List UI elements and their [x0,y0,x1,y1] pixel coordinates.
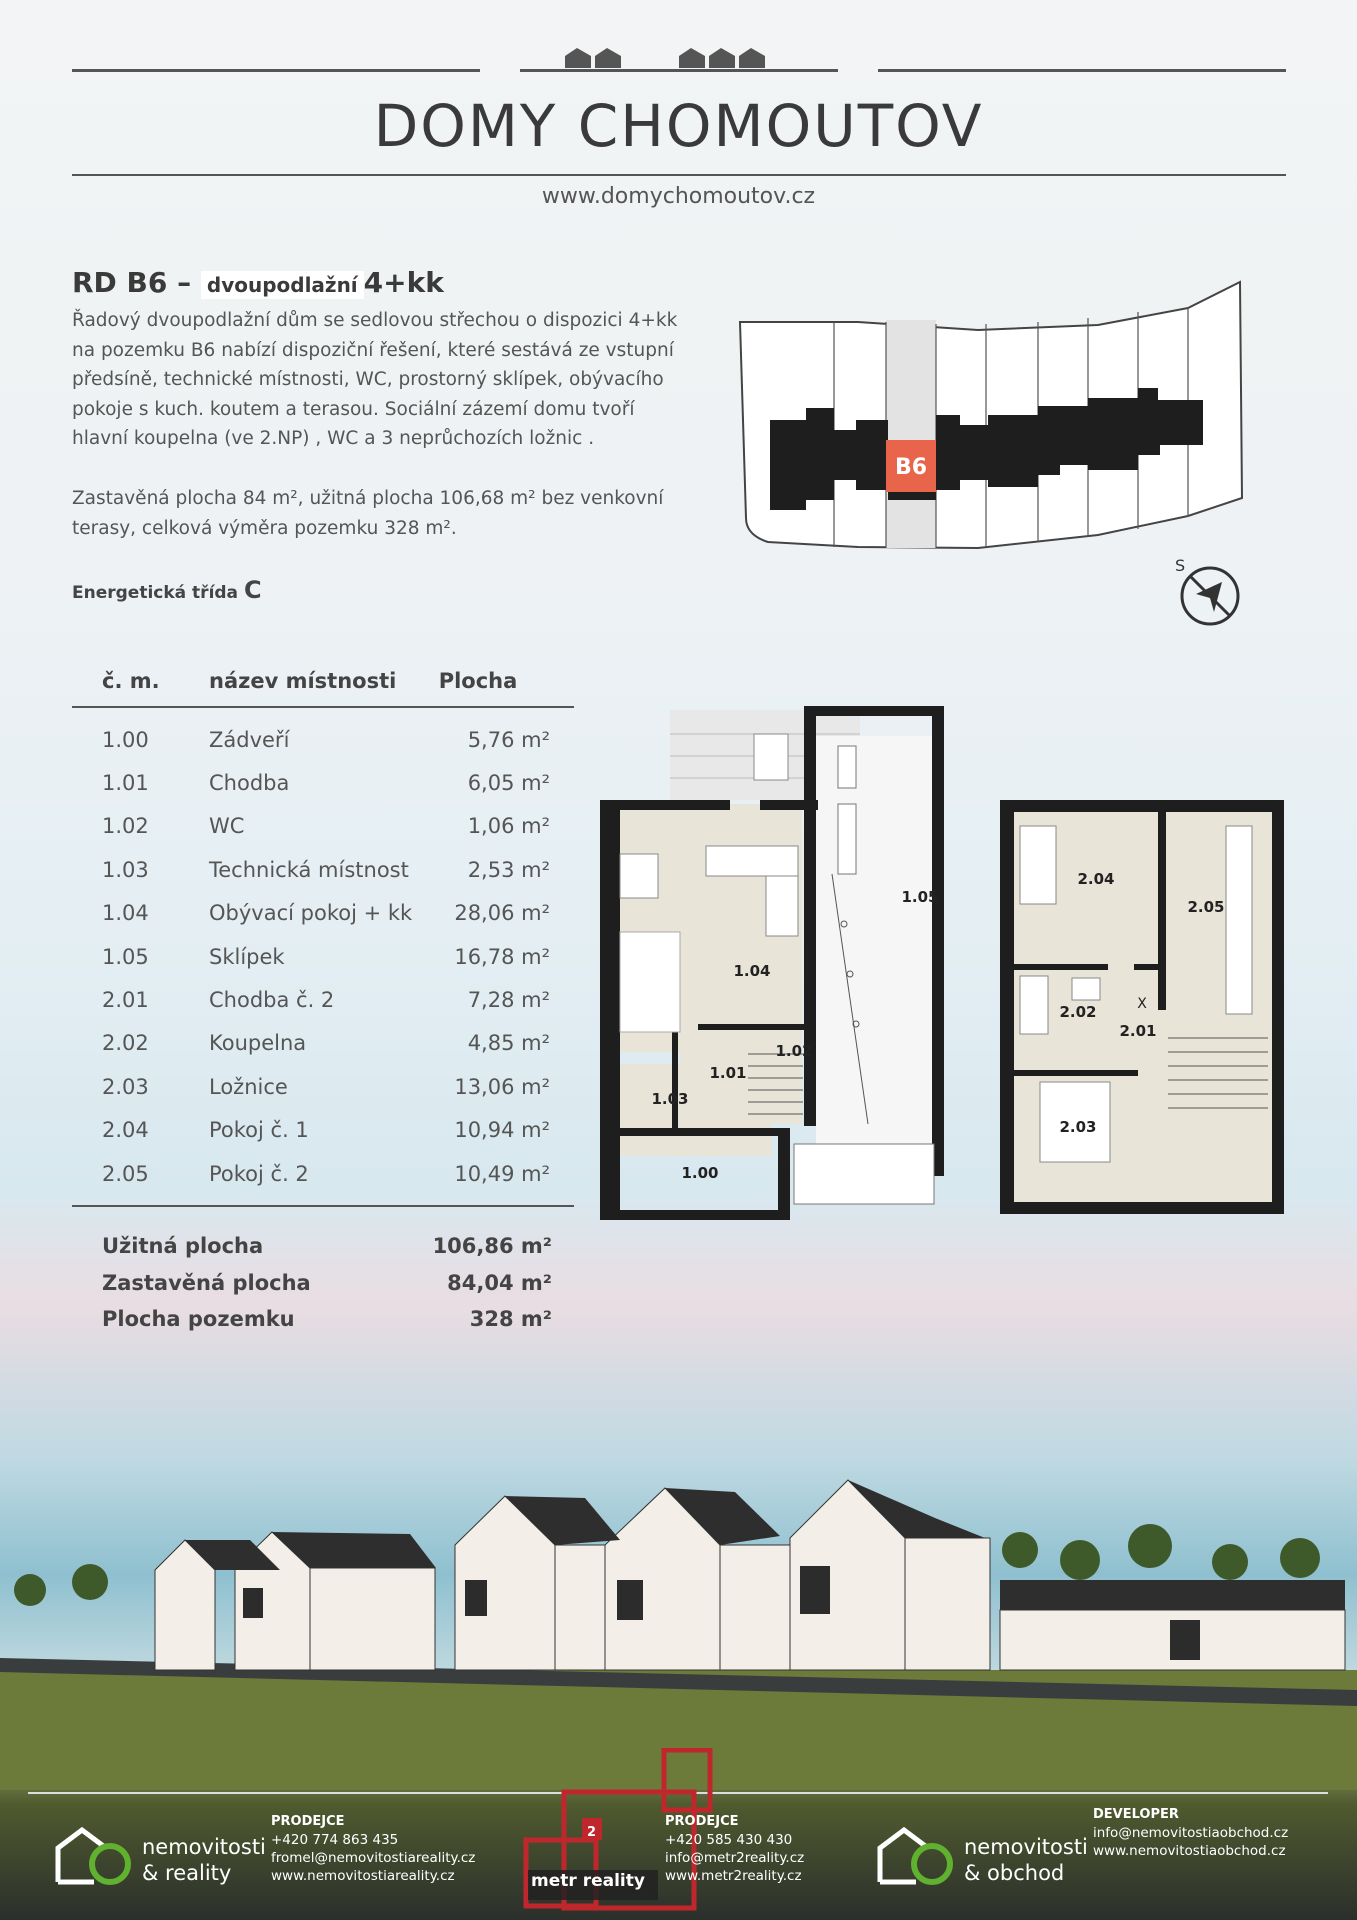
contact-web[interactable]: www.metr2reality.cz [665,1868,802,1884]
room-name: Chodba č. 2 [209,988,335,1013]
total-value: 106,86 m² [432,1234,552,1258]
room-row [72,1065,574,1108]
houses-logo-icon [565,46,785,72]
page-title: DOMY CHOMOUTOV [373,92,984,160]
ground-floor-plan [598,704,974,1220]
house-areas-text: Zastavěná plocha 84 m², užitná plocha 106,68 m² bez venkovní terasy, celková výměra pozemku 328 m². [72,488,664,539]
room-number: 2.03 [102,1074,149,1099]
stair-mark: X [1137,996,1147,1012]
developer-contact [1093,1806,1288,1860]
room-row [72,848,574,891]
contact-heading: PRODEJCE [271,1814,345,1829]
col-number: č. m. [72,656,209,707]
house-heading [72,266,444,299]
house-layout: 4+kk [363,266,444,299]
room-name: Chodba [209,771,290,796]
logo-part: reality [582,1871,645,1891]
room-area: 13,06 m² [454,1074,550,1099]
room-201-label: 2.01 [1119,1022,1157,1040]
metr2-number: 2 [587,1825,597,1840]
room-row [72,978,574,1021]
logo-line: nemovitosti [964,1835,1088,1859]
room-area: 6,05 m² [467,771,550,796]
compass-icon [1178,564,1242,628]
nemovitosti-obchod-logo-icon [876,1826,956,1886]
room-row [72,761,574,804]
rooms-table-header [72,656,574,707]
website-link[interactable]: www.domychomoutov.cz [541,184,816,209]
room-name: Obývací pokoj + kk [209,901,413,926]
room-area: 1,06 m² [467,814,550,839]
room-number: 2.04 [102,1118,149,1143]
col-area: Plocha [439,656,574,707]
header-rule-right [878,69,1286,72]
developer-logo-text [964,1834,1088,1886]
seller1-logo-text [142,1834,266,1886]
contact-phone[interactable]: +420 585 430 430 [665,1832,793,1848]
plot-b6-label: B6 [894,455,928,480]
room-102-label: 1.02 [775,1042,813,1060]
room-103-label: 1.03 [651,1090,689,1108]
header-rule-left [72,69,480,72]
house-tag: dvoupodlažní [201,271,364,299]
room-number: 2.01 [102,988,149,1013]
room-row [72,1022,574,1065]
room-205-label: 2.05 [1187,898,1225,916]
energy-label: Energetická třída [72,583,239,603]
house-code: RD B6 – [72,266,192,299]
energy-class [72,576,262,604]
contact-heading: PRODEJCE [665,1814,739,1829]
room-row [72,1109,574,1152]
total-usable [102,1234,552,1271]
room-area: 10,49 m² [439,1152,574,1206]
total-label: Užitná plocha [102,1234,264,1258]
room-name: WC [209,814,245,839]
total-plot [102,1307,552,1344]
contact-heading: DEVELOPER [1093,1807,1179,1822]
room-name: Pokoj č. 1 [209,1118,309,1143]
room-name: Zádveří [209,727,290,752]
room-area: 7,28 m² [467,988,550,1013]
total-value: 328 m² [469,1307,552,1331]
room-name: Ložnice [209,1074,288,1099]
room-name: Pokoj č. 2 [209,1152,439,1206]
energy-class-value: C [243,576,262,604]
room-area: 16,78 m² [454,944,550,969]
upper-floor-plan [998,798,1288,1216]
contact-web[interactable]: www.nemovitostiareality.cz [271,1868,455,1884]
area-totals [102,1234,552,1344]
room-row [72,1152,574,1206]
room-area: 28,06 m² [454,901,550,926]
houses-render [0,1470,1357,1790]
room-202-label: 2.02 [1059,1003,1097,1021]
room-204-label: 2.04 [1077,870,1115,888]
room-number: 1.05 [102,944,149,969]
room-area: 10,94 m² [454,1118,550,1143]
col-name: název místnosti [209,656,439,707]
room-number: 2.02 [102,1031,149,1056]
room-203-label: 2.03 [1059,1118,1097,1136]
room-number: 1.04 [102,901,149,926]
total-value: 84,04 m² [447,1270,552,1295]
total-label: Zastavěná plocha [102,1270,311,1295]
room-number: 1.01 [102,771,149,796]
house-description: Řadový dvoupodlažní dům se sedlovou střechou o dispozici 4+kk na pozemku B6 nabízí dispoziční řešení, které sestává ze vstupní předsíně, technické místnosti, WC, prostorný sklípek, obývacího pokoje s kuch. koutem a terasou. Sociální zázemí domu tvoří hlavní koupelna (ve 2.NP) , WC a 3 neprůchozích ložnic . [72,310,678,449]
room-104-label: 1.04 [733,962,771,980]
seller1-contact [271,1813,475,1885]
room-area: 5,76 m² [467,727,550,752]
logo-line: & obchod [964,1861,1065,1885]
contact-web[interactable]: www.nemovitostiaobchod.cz [1093,1843,1286,1859]
room-name: Technická místnost [209,857,409,882]
contact-email[interactable]: info@metr2reality.cz [665,1850,805,1866]
room-105-label: 1.05 [901,888,939,906]
site-plan [738,280,1248,555]
metr2-wordmark [531,1868,645,1894]
nemovitosti-reality-logo-icon [54,1826,134,1886]
room-number: 2.05 [72,1152,209,1206]
room-number: 1.03 [102,857,149,882]
logo-part: metr [531,1871,577,1891]
room-number: 1.00 [102,727,149,752]
room-name: Sklípek [209,944,285,969]
room-name: Koupelna [209,1031,307,1056]
room-area: 4,85 m² [467,1031,550,1056]
room-100-label: 1.00 [681,1164,719,1182]
total-label: Plocha pozemku [102,1307,295,1331]
contact-email[interactable]: info@nemovitostiaobchod.cz [1093,1825,1289,1841]
total-built [102,1271,552,1308]
room-101-label: 1.01 [709,1064,747,1082]
room-row [72,805,574,848]
contact-phone[interactable]: +420 774 863 435 [271,1832,399,1848]
contact-email[interactable]: fromel@nemovitostiareality.cz [271,1850,476,1866]
room-area: 2,53 m² [467,857,550,882]
header-rule-bottom [72,174,1286,176]
seller2-contact [665,1813,804,1885]
room-row [72,892,574,935]
logo-line: & reality [142,1861,232,1885]
logo-line: nemovitosti [142,1835,266,1859]
rooms-table [72,656,574,1207]
north-label: S [1175,556,1186,575]
room-row [72,935,574,978]
room-number: 1.02 [102,814,149,839]
room-row [72,707,574,761]
